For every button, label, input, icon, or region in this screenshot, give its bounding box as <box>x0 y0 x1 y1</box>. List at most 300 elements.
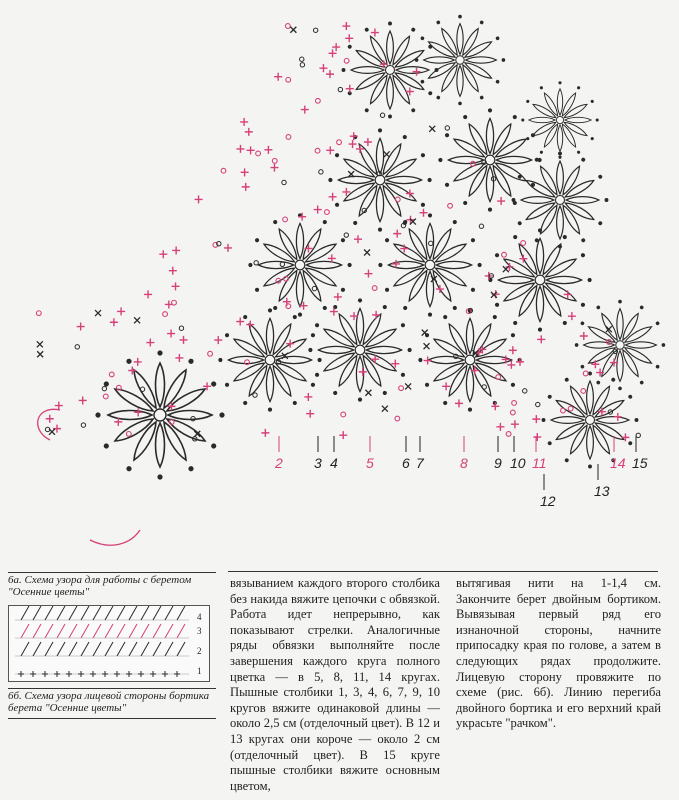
dark-chain-mark <box>75 345 79 349</box>
pink-cross-mark <box>77 323 85 331</box>
pink-cross-mark <box>564 290 572 298</box>
mini-cross <box>78 671 84 677</box>
mini-stitch <box>21 624 29 638</box>
petal-dot <box>562 234 568 240</box>
pink-chain-mark <box>344 58 349 63</box>
pink-chain-mark <box>448 203 453 208</box>
mini-cross <box>42 671 48 677</box>
flower-center <box>295 260 305 270</box>
pink-cross-mark <box>159 250 167 258</box>
mini-stitch <box>165 642 173 656</box>
pink-cross-mark <box>110 318 118 326</box>
row-number-label: 13 <box>594 483 610 499</box>
petal-dot <box>210 380 217 387</box>
petal-dot <box>517 221 522 226</box>
flower-motif <box>575 300 665 390</box>
petal <box>448 156 483 163</box>
row-number-label: 12 <box>540 493 556 509</box>
mini-stitch <box>141 606 149 620</box>
mini-row-label-4: 4 <box>197 612 202 622</box>
petal <box>626 342 657 348</box>
mini-cross <box>126 671 132 677</box>
dark-chain-mark <box>179 326 183 330</box>
mini-stitch <box>105 642 113 656</box>
petal-dot <box>618 300 622 304</box>
dark-chain-mark <box>282 180 286 184</box>
petal-dot <box>462 114 468 120</box>
row-number-label: 3 <box>314 455 322 471</box>
petal-dot <box>322 305 328 311</box>
pink-cross-mark <box>314 206 322 214</box>
dark-chain-mark <box>344 233 348 237</box>
petal-dot <box>224 332 230 338</box>
pink-chain-mark <box>163 312 168 317</box>
flower-motif <box>512 152 609 249</box>
pink-chain-mark <box>126 432 131 437</box>
pink-cross-mark <box>134 358 142 366</box>
pink-cross-mark <box>455 399 463 407</box>
mini-stitch <box>177 606 185 620</box>
pink-cross-mark <box>580 332 588 340</box>
mini-cross <box>102 671 108 677</box>
petal-dot <box>364 108 369 113</box>
petal-dot <box>310 332 316 338</box>
flower-center <box>556 196 565 205</box>
pink-cross-mark <box>497 197 505 205</box>
petal <box>457 66 463 97</box>
pink-cross-mark <box>509 346 517 354</box>
pink-cross-mark <box>350 132 358 140</box>
petal <box>466 318 473 353</box>
petal <box>168 411 212 420</box>
petal-dot <box>242 400 248 406</box>
pink-cross-mark <box>413 68 421 76</box>
petal-dot <box>510 332 516 338</box>
petal <box>486 166 493 201</box>
pink-cross-mark <box>346 85 354 93</box>
row-number-label: 15 <box>632 455 648 471</box>
petal-dot <box>495 36 500 41</box>
petal <box>338 176 373 183</box>
petal-dot <box>539 86 543 90</box>
petal-dot <box>580 321 585 326</box>
petal <box>366 346 401 353</box>
petal-dot <box>479 20 484 25</box>
petal-dot <box>348 263 352 267</box>
petal <box>557 206 564 239</box>
petal-dot <box>420 202 426 208</box>
pink-cross-mark <box>491 402 499 410</box>
petal-dot <box>538 328 542 332</box>
petal-dot <box>502 58 506 62</box>
petal <box>466 57 497 63</box>
petal <box>387 31 394 64</box>
petal <box>388 261 423 268</box>
pink-chain-mark <box>337 140 342 145</box>
petal-dot <box>494 252 500 258</box>
flower-motif <box>218 308 321 411</box>
petal-dot <box>494 302 500 308</box>
petal <box>318 346 353 353</box>
petal-dot <box>590 99 594 103</box>
petal-dot <box>598 174 603 179</box>
petal-dot <box>458 102 462 106</box>
petal-dot <box>420 36 425 41</box>
direction-arrow <box>90 530 140 545</box>
dark-chain-mark <box>300 63 304 67</box>
petal-dot <box>542 418 546 422</box>
pink-cross-mark <box>172 246 180 254</box>
petal-dot <box>248 263 252 267</box>
pink-chain-mark <box>561 408 566 413</box>
dark-chain-mark <box>445 126 449 130</box>
mini-stitch <box>33 624 41 638</box>
dark-x-mark <box>37 351 43 357</box>
pink-chain-mark <box>208 351 213 356</box>
row-number-label: 7 <box>416 455 424 471</box>
pink-cross-mark <box>591 360 599 368</box>
petal <box>466 366 473 401</box>
mini-stitch <box>21 606 29 620</box>
mini-stitch <box>69 642 77 656</box>
pink-chain-mark <box>109 372 114 377</box>
petal-dot <box>292 314 298 320</box>
pink-cross-mark <box>175 354 183 362</box>
pink-chain-mark <box>341 412 346 417</box>
pink-chain-mark <box>221 168 226 173</box>
petal <box>617 309 623 340</box>
petal <box>557 89 562 115</box>
mini-stitch <box>141 624 149 638</box>
petal-dot <box>428 313 432 317</box>
row-number-label: 6 <box>402 455 410 471</box>
petal-dot <box>428 91 433 96</box>
petal-dot <box>655 321 660 326</box>
petal-dot <box>378 263 382 267</box>
pink-chain-mark <box>502 252 507 257</box>
flower-motif <box>521 81 599 159</box>
petal-dot <box>384 287 390 293</box>
pink-cross-mark <box>172 282 180 290</box>
text-top-rule <box>228 571 658 572</box>
petal-dot <box>479 95 484 100</box>
petal <box>557 125 562 151</box>
pink-cross-mark <box>245 128 253 136</box>
pink-cross-mark <box>364 138 372 146</box>
petal-dot <box>402 134 408 140</box>
mini-stitch <box>165 606 173 620</box>
pink-cross-mark <box>354 235 362 243</box>
petal-dot <box>411 108 416 113</box>
petal <box>498 276 533 283</box>
pink-cross-mark <box>274 73 282 81</box>
petal-dot <box>408 348 412 352</box>
pink-cross-mark <box>614 413 622 421</box>
petal-dot <box>478 263 482 267</box>
petal-dot <box>314 322 320 328</box>
petal-dot <box>328 178 332 182</box>
pink-chain-mark <box>399 386 404 391</box>
row-number-label: 11 <box>532 455 547 471</box>
mini-chart-svg <box>9 606 209 681</box>
mini-stitch <box>117 606 125 620</box>
mini-stitch <box>93 606 101 620</box>
petal-dot <box>588 278 592 282</box>
mini-stitch <box>117 642 125 656</box>
petal-dot <box>415 58 419 62</box>
petal-dot <box>358 298 362 302</box>
petal-dot <box>581 157 586 162</box>
petal <box>351 67 384 74</box>
pink-cross-mark <box>330 308 338 316</box>
petal <box>266 366 273 401</box>
flower-motif <box>378 213 481 316</box>
pink-chain-mark <box>286 77 291 82</box>
mini-stitch <box>129 642 137 656</box>
dark-x-mark <box>95 310 101 316</box>
mini-stitch <box>153 642 161 656</box>
petal-dot <box>332 390 338 396</box>
dark-chain-mark <box>280 262 284 266</box>
pink-cross-mark <box>134 408 142 416</box>
mini-cross <box>30 671 36 677</box>
petal <box>546 276 581 283</box>
petal <box>529 117 555 122</box>
pink-cross-mark <box>511 420 519 428</box>
mini-stitch <box>141 642 149 656</box>
pink-cross-mark <box>214 336 222 344</box>
mini-stitch <box>69 606 77 620</box>
mini-row-label-1: 1 <box>197 666 202 676</box>
pink-cross-mark <box>79 396 87 404</box>
dark-chain-mark <box>338 87 342 91</box>
dark-chain-mark <box>300 57 304 61</box>
mini-stitch <box>105 624 113 638</box>
petal-dot <box>384 237 390 243</box>
petal-dot <box>438 158 442 162</box>
flower-motif <box>488 228 591 331</box>
mini-stitch <box>93 642 101 656</box>
pink-cross-mark <box>349 140 357 148</box>
dark-chain-mark <box>312 286 316 290</box>
petal-dot <box>352 220 358 226</box>
pink-chain-mark <box>285 24 290 29</box>
pink-cross-mark <box>195 195 203 203</box>
petal <box>496 156 531 163</box>
petal-dot <box>512 114 518 120</box>
pink-cross-mark <box>319 64 327 72</box>
mini-cross <box>54 671 60 677</box>
petal <box>536 286 543 321</box>
petal-dot <box>639 305 644 310</box>
dark-x-mark <box>382 406 388 412</box>
dark-chain-mark <box>253 393 257 397</box>
dark-x-mark <box>134 317 140 323</box>
dark-chain-mark <box>81 423 85 427</box>
petal-dot <box>628 394 633 399</box>
petal <box>536 238 543 273</box>
pink-cross-mark <box>332 43 340 51</box>
pink-cross-mark <box>241 168 249 176</box>
flower-motif <box>95 350 224 479</box>
pink-cross-mark <box>329 193 337 201</box>
petal-dot <box>581 238 586 243</box>
pink-cross-mark <box>55 402 63 410</box>
petal-dot <box>342 68 346 72</box>
petal-dot <box>580 302 586 308</box>
pink-cross-mark <box>224 244 232 252</box>
petal-dot <box>564 458 569 463</box>
pink-cross-mark <box>516 358 524 366</box>
pink-cross-mark <box>264 146 272 154</box>
pink-cross-mark <box>345 34 353 42</box>
pink-cross-mark <box>144 290 152 298</box>
petal-dot <box>470 237 476 243</box>
petal-dot <box>512 234 518 240</box>
petal-dot <box>452 305 458 311</box>
pink-chain-mark <box>521 241 526 246</box>
row-number-label: 4 <box>330 455 338 471</box>
petal <box>521 197 554 204</box>
flower-center <box>265 355 275 365</box>
petal <box>156 363 165 407</box>
petal-dot <box>558 245 562 249</box>
dark-chain-mark <box>140 387 144 391</box>
mini-row-label-2: 2 <box>197 646 202 656</box>
petal-dot <box>575 343 579 347</box>
dark-chain-mark <box>319 170 323 174</box>
pink-cross-mark <box>270 164 278 172</box>
pink-cross-mark <box>372 311 380 319</box>
flower-motifs <box>95 15 665 480</box>
mini-cross <box>114 671 120 677</box>
petal-dot <box>187 465 194 472</box>
petal <box>296 271 303 306</box>
dark-chain-mark <box>523 389 527 393</box>
dark-chain-mark <box>313 28 317 32</box>
flower-center <box>154 409 166 421</box>
petal-dot <box>436 95 441 100</box>
flower-motif <box>308 298 411 401</box>
petal <box>584 342 615 348</box>
petal <box>276 356 311 363</box>
petal <box>156 423 165 467</box>
mini-stitch <box>69 624 77 638</box>
petal-dot <box>254 237 260 243</box>
pink-cross-mark <box>146 339 154 347</box>
pink-cross-mark <box>532 415 540 423</box>
petal-dot <box>187 358 194 365</box>
row-number-label: 14 <box>610 455 626 471</box>
pink-cross-mark <box>53 425 61 433</box>
petal-dot <box>242 314 248 320</box>
dark-x-mark <box>290 27 296 33</box>
petal-dot <box>596 380 601 385</box>
petal-dot <box>495 79 500 84</box>
petal-dot <box>596 305 601 310</box>
petal <box>565 117 591 122</box>
pink-cross-mark <box>371 29 379 37</box>
petal-dot <box>512 320 518 326</box>
pink-cross-mark <box>236 145 244 153</box>
petal-dot <box>580 252 586 258</box>
pink-cross-mark <box>236 318 244 326</box>
pink-chain-mark <box>103 394 108 399</box>
mini-row-label-3: 3 <box>197 626 202 636</box>
petal-dot <box>655 364 660 369</box>
petal <box>587 381 594 414</box>
petal <box>617 351 623 382</box>
petal <box>387 76 394 109</box>
pink-cross-mark <box>339 431 347 439</box>
pink-cross-mark <box>46 415 54 423</box>
flower-center <box>425 260 435 270</box>
pink-cross-mark <box>117 307 125 315</box>
dark-x-mark <box>49 429 55 435</box>
mini-stitch <box>153 624 161 638</box>
dark-x-mark <box>37 341 43 347</box>
petal-dot <box>588 465 592 469</box>
petal-dot <box>418 358 422 362</box>
mini-stitch <box>33 606 41 620</box>
dark-x-mark <box>365 390 371 396</box>
petal-dot <box>428 178 432 182</box>
petal-dot <box>576 86 580 90</box>
petal-dot <box>388 115 392 119</box>
mini-chart-6b <box>8 605 210 682</box>
petal-dot <box>378 228 382 232</box>
petal-dot <box>442 400 448 406</box>
dark-x-mark <box>405 383 411 389</box>
petal-dot <box>364 27 369 32</box>
pink-cross-mark <box>621 433 629 441</box>
petal <box>428 356 463 363</box>
petal <box>108 411 152 420</box>
mini-cross <box>66 671 72 677</box>
paragraph-column-2: вязыванием каждого второго столбика без накида вяжите цепочки с обвязкой. Работа идет непрерывно, как показывают стрелки. Аналогичные ряды обвязки выполняйте после завершения каждого круга полного цветка — в 5, 8, 11, 14 кругах. Пышные столбики 1, 3, 4, 6, 7, 9, 10 кругов вяжите одинаковой длины — около 2,5 см (отделочный цвет). В 12 и 13 кругах они короче — около 2 см (отделочный цвет). В 15 круге пышные столбики вяжите основным цветом, <box>230 576 440 793</box>
pink-cross-mark <box>326 70 334 78</box>
petal-dot <box>125 465 132 472</box>
pink-cross-mark <box>240 118 248 126</box>
text-column-2 <box>230 576 440 794</box>
row-number-label: 10 <box>510 455 526 471</box>
caption-rule-mid <box>8 688 216 689</box>
petal-dot <box>322 219 328 225</box>
petal-dot <box>400 372 406 378</box>
petal-dot <box>436 20 441 25</box>
petal-dot <box>340 287 346 293</box>
flower-motif <box>542 372 639 469</box>
pink-chain-mark <box>256 151 261 156</box>
caption-rule-bottom <box>8 718 216 719</box>
pink-cross-mark <box>442 382 450 390</box>
pink-cross-mark <box>300 302 308 310</box>
flower-center <box>485 155 495 165</box>
petal-dot <box>420 152 426 158</box>
mini-cross <box>90 671 96 677</box>
pink-cross-mark <box>364 270 372 278</box>
dark-x-mark <box>384 151 390 157</box>
mini-stitch <box>81 642 89 656</box>
pink-cross-mark <box>261 429 269 437</box>
petal-dot <box>402 305 408 311</box>
dark-chain-mark <box>636 433 640 437</box>
petal-dot <box>452 219 458 225</box>
petal-dot <box>382 390 388 396</box>
pink-chain-mark <box>172 300 177 305</box>
petal-dot <box>526 99 530 103</box>
mini-stitch <box>57 624 65 638</box>
